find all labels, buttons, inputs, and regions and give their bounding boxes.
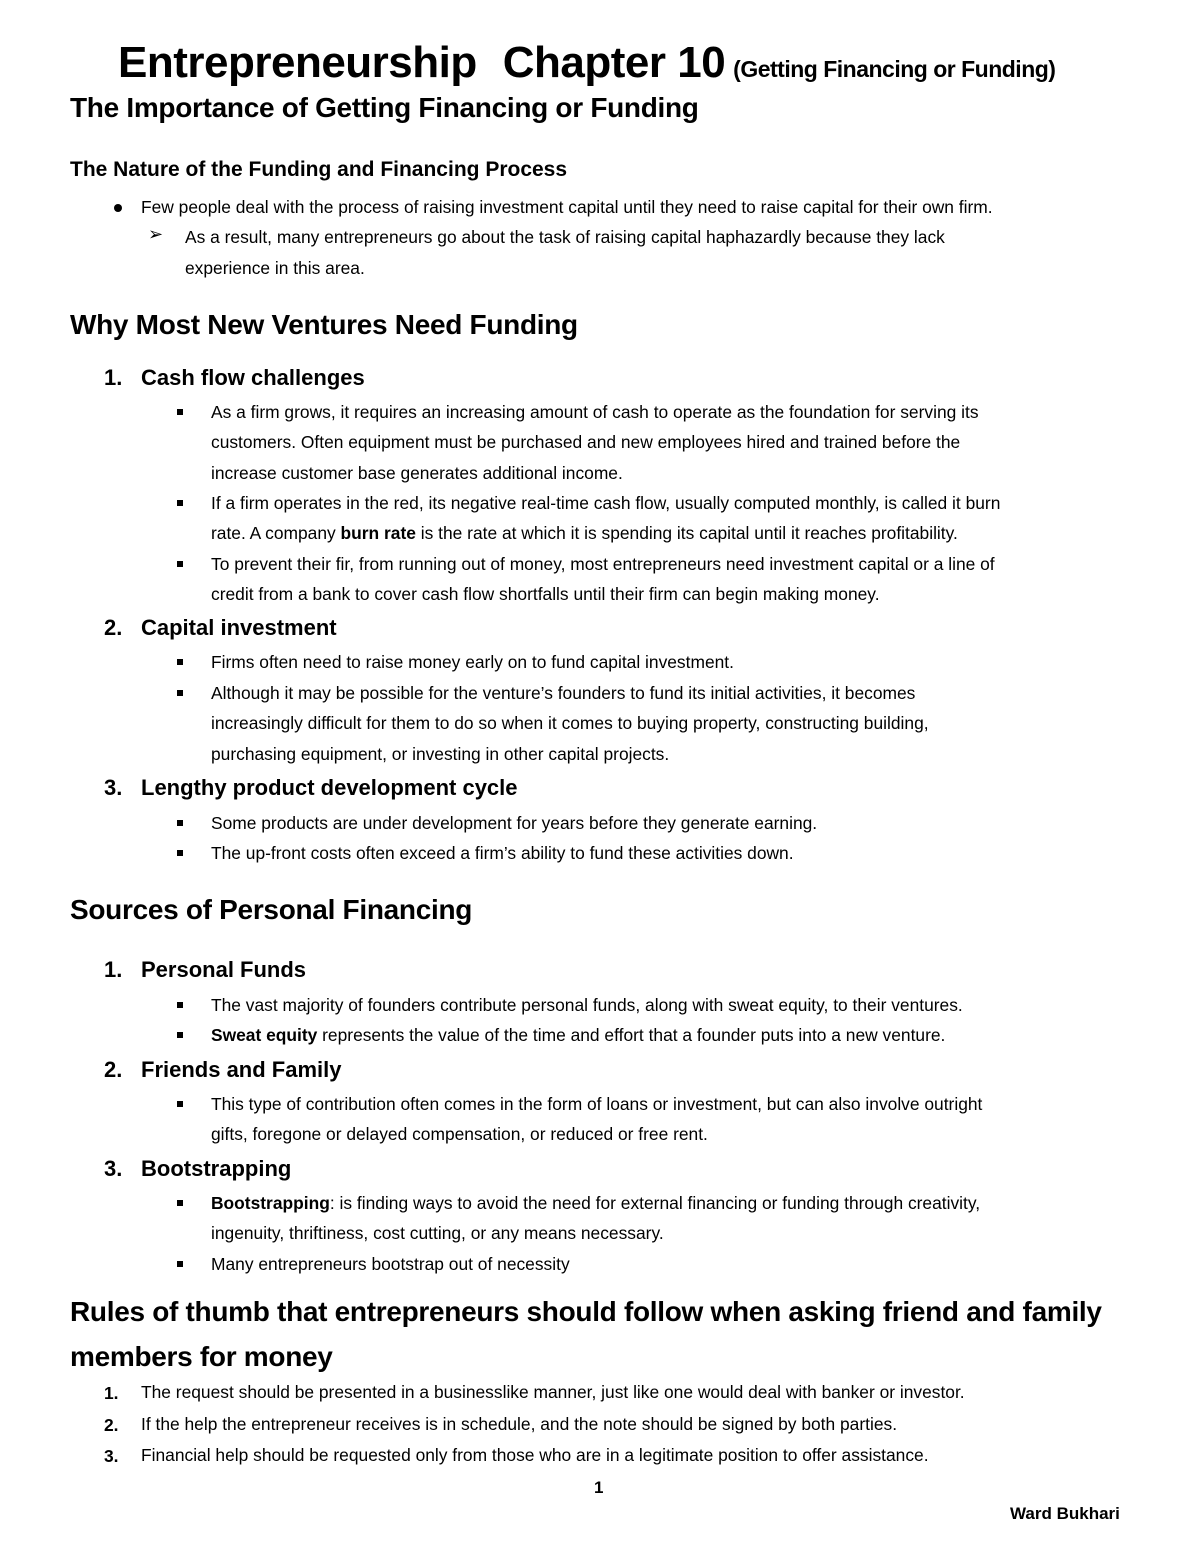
square-bullet-icon [177, 1032, 183, 1038]
bullet-text: increasingly difficult for them to do so when it comes to buying property, constructing building, [211, 713, 929, 733]
list-item-number: 3. [104, 1156, 123, 1181]
title-subtitle: (Getting Financing or Funding) [733, 56, 1056, 82]
bullet-text: purchasing equipment, or investing in other capital projects. [211, 744, 670, 764]
bullet-text: increase customer base generates additional income. [211, 463, 623, 483]
bullet-text: As a firm grows, it requires an increasing amount of cash to operate as the foundation for serving its [211, 402, 979, 422]
square-bullet-icon [177, 850, 183, 856]
text-run: rate. A company [211, 523, 341, 543]
square-bullet-icon [177, 500, 183, 506]
nature-subbullet-line2: experience in this area. [185, 258, 365, 278]
square-bullet-icon [177, 1261, 183, 1267]
list-item-number: 2. [104, 615, 123, 640]
list-item-title: Personal Funds [141, 957, 307, 982]
nature-bullet-text: Few people deal with the process of raising investment capital until they need to raise capital for their own firm. [141, 197, 993, 217]
square-bullet-icon [177, 1002, 183, 1008]
square-bullet-icon [177, 1101, 183, 1107]
author-name: Ward Bukhari [1010, 1504, 1120, 1523]
bullet-text: ingenuity, thriftiness, cost cutting, or any means necessary. [211, 1223, 664, 1243]
list-item-title: Cash flow challenges [141, 365, 365, 390]
bullet-text: Firms often need to raise money early on to fund capital investment. [211, 652, 734, 672]
heading-sources: Sources of Personal Financing [70, 894, 473, 925]
bullet-text [211, 1020, 945, 1051]
list-item-title: Friends and Family [141, 1057, 342, 1082]
list-item-number: 3. [104, 1446, 119, 1466]
list-item-number: 1. [104, 957, 123, 982]
list-item-title: Bootstrapping [141, 1156, 292, 1181]
rule-text: If the help the entrepreneur receives is in schedule, and the note should be signed by both parties. [141, 1414, 898, 1434]
bold-term: Bootstrapping [211, 1193, 330, 1213]
heading-rules-line2: members for money [70, 1341, 333, 1372]
square-bullet-icon [177, 820, 183, 826]
bullet-text: Although it may be possible for the venture’s founders to fund its initial activities, it becomes [211, 683, 916, 703]
heading-nature: The Nature of the Funding and Financing Process [70, 158, 568, 181]
square-bullet-icon [177, 690, 183, 696]
square-bullet-icon [177, 659, 183, 665]
list-item-title: Capital investment [141, 615, 337, 640]
heading-why-funding: Why Most New Ventures Need Funding [70, 309, 578, 340]
square-bullet-icon [177, 1200, 183, 1206]
list-item-number: 1. [104, 365, 123, 390]
bold-term: burn rate [340, 523, 416, 543]
bullet-text: This type of contribution often comes in the form of loans or investment, but can also involve outright [211, 1094, 983, 1114]
square-bullet-icon [177, 561, 183, 567]
text-run: is the rate at which it is spending its capital until it reaches profitability. [415, 523, 958, 543]
bullet-text: The up-front costs often exceed a firm’s ability to fund these activities down. [211, 843, 794, 863]
list-item-number: 1. [104, 1383, 119, 1403]
arrow-bullet-icon: ➢ [148, 224, 164, 244]
title-chapter: Chapter 10 [502, 38, 726, 87]
heading-rules-line1: Rules of thumb that entrepreneurs should follow when asking friend and family [70, 1296, 1102, 1327]
bullet-text: If a firm operates in the red, its negative real-time cash flow, usually computed monthly, is called it burn [211, 493, 1001, 513]
text-run: represents the value of the time and effort that a founder puts into a new venture. [317, 1025, 946, 1045]
list-item-number: 3. [104, 775, 123, 800]
bullet-text: To prevent their fir, from running out of money, most entrepreneurs need investment capital or a line of [211, 554, 995, 574]
heading-importance: The Importance of Getting Financing or Funding [70, 92, 699, 123]
text-run: : is finding ways to avoid the need for external financing or funding through creativity, [329, 1193, 981, 1213]
list-item-title: Lengthy product development cycle [141, 775, 518, 800]
rule-text: Financial help should be requested only from those who are in a legitimate position to offer assistance. [141, 1445, 929, 1465]
bullet-text: gifts, foregone or delayed compensation, or reduced or free rent. [211, 1124, 708, 1144]
bullet-text: The vast majority of founders contribute personal funds, along with sweat equity, to their ventures. [211, 995, 963, 1015]
bullet-text [211, 1188, 980, 1219]
title-main: Entrepreneurship [118, 38, 477, 87]
bold-term: Sweat equity [211, 1025, 318, 1045]
bullet-text: Some products are under development for years before they generate earning. [211, 813, 818, 833]
bullet-dot-icon [114, 204, 122, 212]
bullet-text: customers. Often equipment must be purchased and new employees hired and trained before the [211, 432, 961, 452]
bullet-text: credit from a bank to cover cash flow shortfalls until their firm can begin making money. [211, 584, 880, 604]
square-bullet-icon [177, 409, 183, 415]
document-title [118, 38, 1055, 88]
bullet-text [211, 518, 958, 549]
bullet-text: Many entrepreneurs bootstrap out of necessity [211, 1254, 570, 1274]
list-item-number: 2. [104, 1057, 123, 1082]
nature-subbullet-line1: As a result, many entrepreneurs go about the task of raising capital haphazardly because they lack [185, 227, 945, 247]
rule-text: The request should be presented in a businesslike manner, just like one would deal with banker or investor. [141, 1382, 965, 1402]
list-item-number: 2. [104, 1415, 119, 1435]
page-number: 1 [594, 1478, 604, 1497]
